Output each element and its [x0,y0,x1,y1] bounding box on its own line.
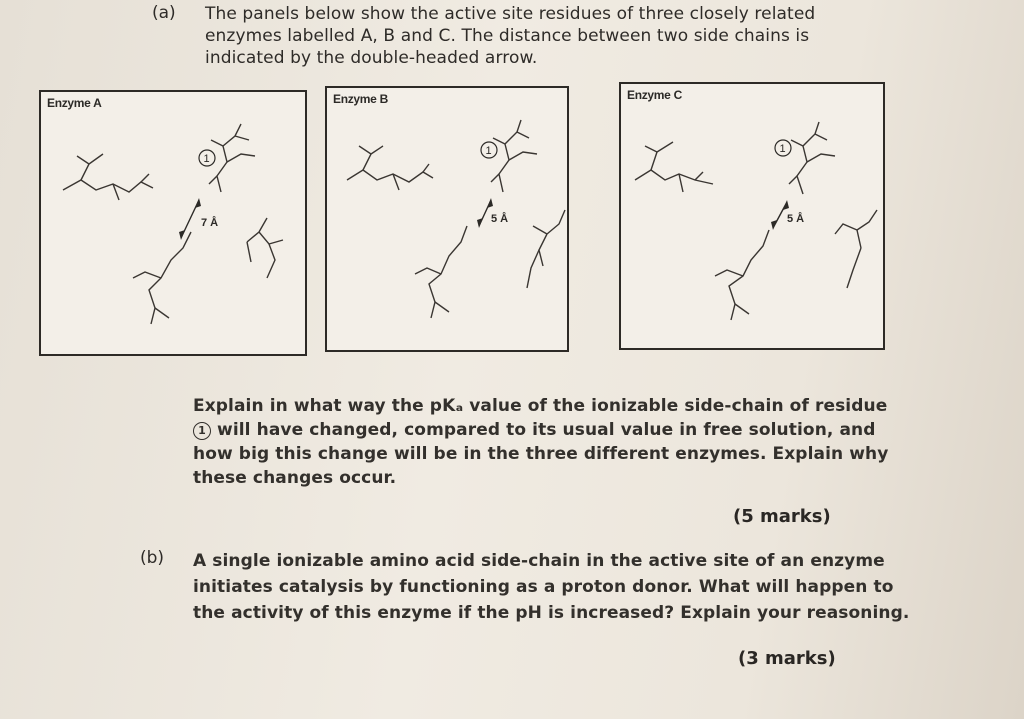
question-b [193,548,943,626]
panel-enzyme-c [619,82,885,350]
distance-label: 7 Å [201,217,219,229]
question-line: these changes occur. [193,468,397,488]
panel-enzyme-b [325,86,569,352]
active-site-structure [621,84,883,348]
panel-enzyme-a [39,90,307,356]
residue-number-circle: 1 [193,422,211,440]
residue-number: 1 [203,153,210,165]
distance-label: 5 Å [787,213,805,225]
question-line: 1 will have changed, compared to its usual value in free solution, and [193,418,933,442]
residue-number: 1 [485,145,492,157]
intro-line: indicated by the double-headed arrow. [205,48,538,68]
question-line: the activity of this enzyme if the pH is increased? Explain your reasoning. [193,603,910,623]
active-site-structure [327,88,567,350]
panel-title: Enzyme B [333,92,388,106]
intro-line: enzymes labelled A, B and C. The distance between two side chains is [205,26,810,46]
part-b-label: (b) [140,548,165,568]
question-line: how big this change will be in the three different enzymes. Explain why [193,444,889,464]
marks-b: (3 marks) [738,648,836,669]
distance-label: 5 Å [491,213,509,225]
intro-line: The panels below show the active site residues of three closely related [205,4,816,24]
panel-title: Enzyme A [47,96,102,110]
question-a [193,394,933,490]
panel-title: Enzyme C [627,88,682,102]
marks-a: (5 marks) [733,506,831,527]
question-line: A single ionizable amino acid side-chain in the active site of an enzyme [193,551,885,571]
question-line: initiates catalysis by functioning as a proton donor. What will happen to [193,577,894,597]
question-line: Explain in what way the pKₐ value of the ionizable side-chain of residue [193,396,888,416]
active-site-structure [41,92,305,354]
part-a-intro [205,3,885,69]
residue-number: 1 [779,143,786,155]
part-a-label: (a) [152,3,176,23]
